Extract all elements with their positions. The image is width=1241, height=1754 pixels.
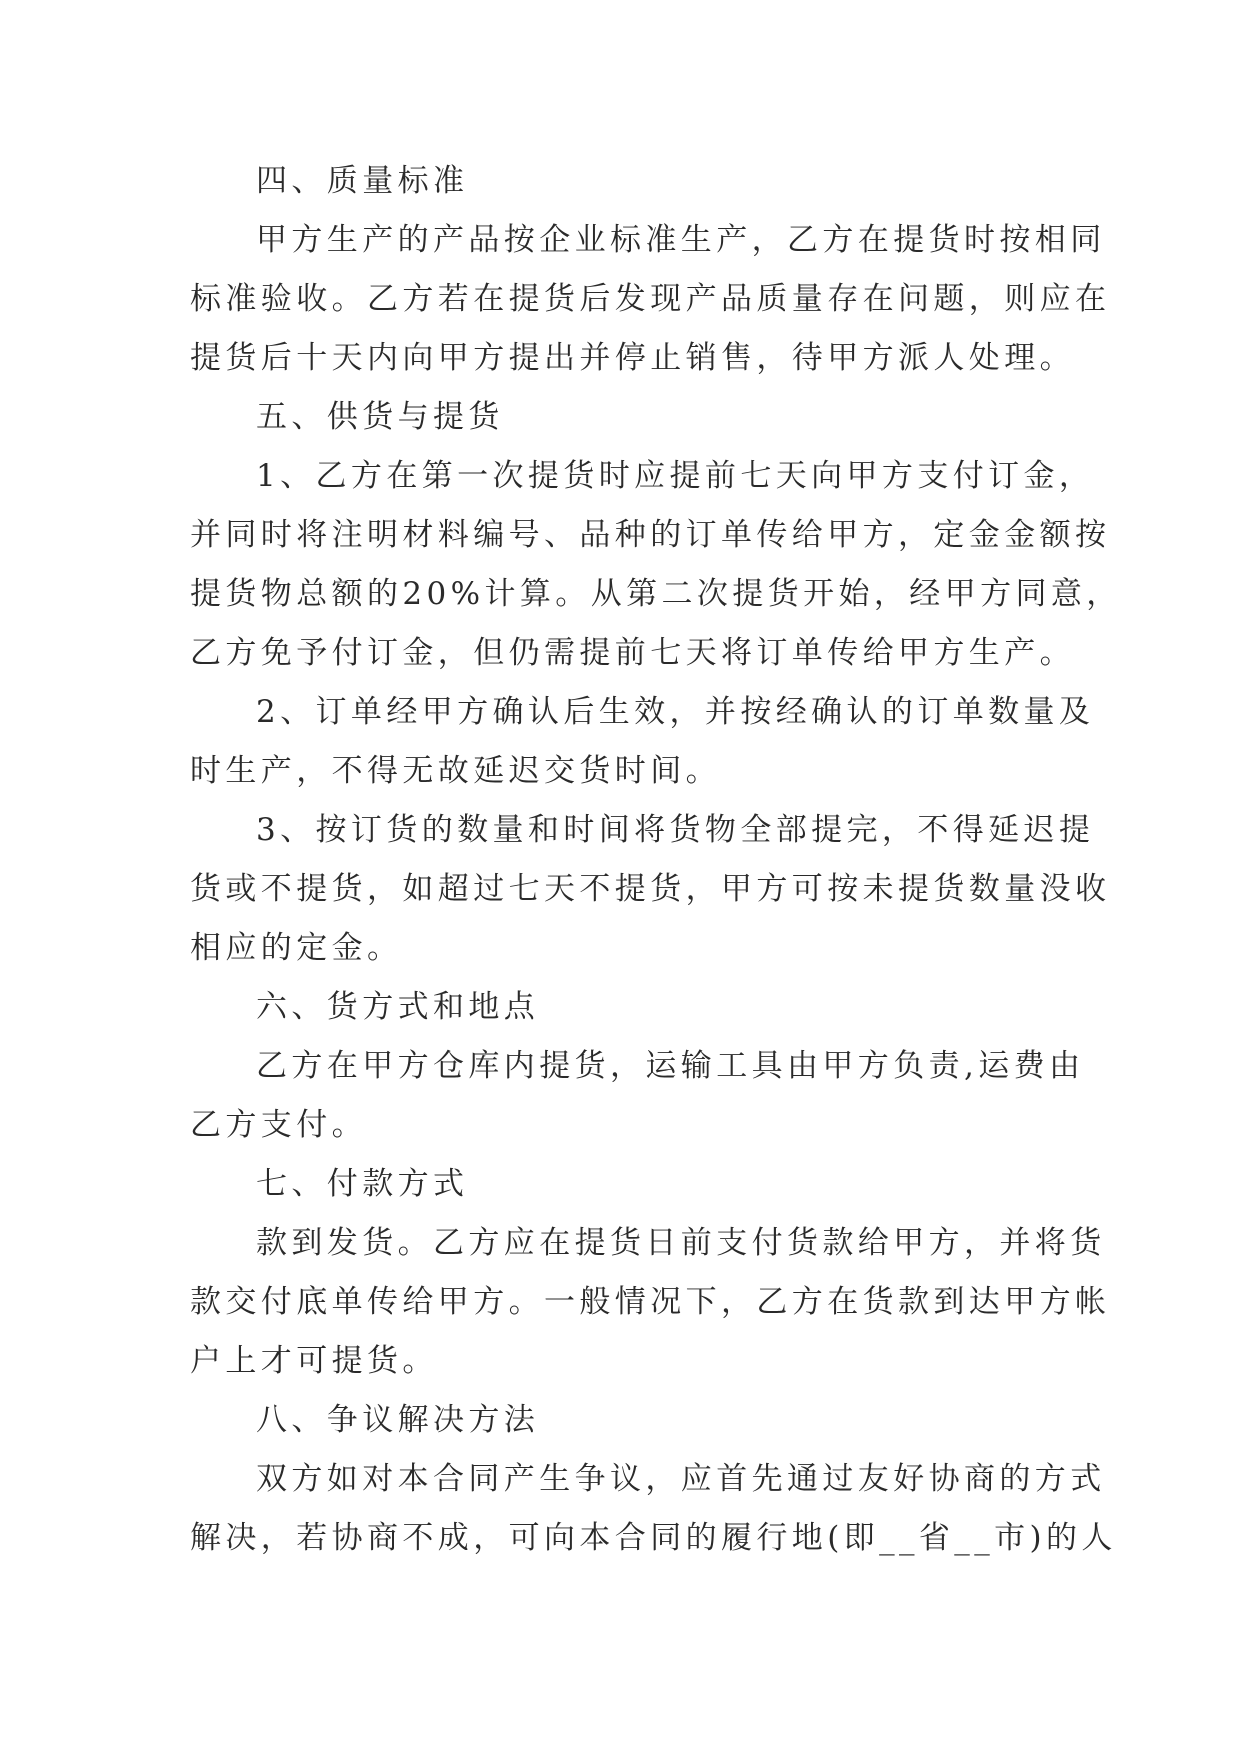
section-quality <box>190 152 1111 388</box>
text-line: 双方如对本合同产生争议，应首先通过友好协商的方式 <box>256 1461 1106 1497</box>
text-line: 甲方生产的产品按企业标准生产，乙方在提货时按相同 <box>256 222 1106 258</box>
paragraph <box>190 801 1111 978</box>
text-line: 乙方免予付订金，但仍需提前七天将订单传给甲方生产。 <box>190 635 1075 671</box>
section-heading: 六、货方式和地点 <box>256 989 540 1025</box>
text-line: 提货物总额的20%计算。从第二次提货开始，经甲方同意， <box>190 576 1122 612</box>
text-line: 货或不提货，如超过七天不提货，甲方可按未提货数量没收 <box>190 871 1111 907</box>
section-heading: 七、付款方式 <box>256 1166 469 1202</box>
paragraph <box>190 1037 1085 1155</box>
section-supply <box>190 388 1122 978</box>
text-line: 解决，若协商不成，可向本合同的履行地(即__省__市)的人 <box>190 1520 1117 1556</box>
text-line: 时生产，不得无故延迟交货时间。 <box>190 753 721 789</box>
paragraph <box>190 1450 1117 1568</box>
text-line: 并同时将注明材料编号、品种的订单传给甲方，定金金额按 <box>190 517 1111 553</box>
text-line: 款交付底单传给甲方。一般情况下，乙方在货款到达甲方帐 <box>190 1284 1111 1320</box>
section-delivery-location <box>190 978 1085 1155</box>
text-line: 提货后十天内向甲方提出并停止销售，待甲方派人处理。 <box>190 340 1075 376</box>
paragraph <box>190 447 1122 683</box>
section-heading: 四、质量标准 <box>256 163 469 199</box>
section-heading: 五、供货与提货 <box>256 399 504 435</box>
section-heading: 八、争议解决方法 <box>256 1402 540 1438</box>
text-line: 1、乙方在第一次提货时应提前七天向甲方支付订金， <box>256 458 1095 494</box>
section-dispute <box>190 1391 1117 1568</box>
text-line: 3、按订货的数量和时间将货物全部提完，不得延迟提 <box>256 812 1095 848</box>
text-line: 2、订单经甲方确认后生效，并按经确认的订单数量及 <box>256 694 1095 730</box>
document-page <box>190 152 1122 1568</box>
paragraph <box>190 1214 1111 1391</box>
text-line: 乙方在甲方仓库内提货，运输工具由甲方负责,运费由 <box>256 1048 1085 1084</box>
section-payment <box>190 1155 1111 1391</box>
text-line: 相应的定金。 <box>190 930 403 966</box>
text-line: 乙方支付。 <box>190 1107 367 1143</box>
text-line: 标准验收。乙方若在提货后发现产品质量存在问题，则应在 <box>190 281 1111 317</box>
text-line: 款到发货。乙方应在提货日前支付货款给甲方，并将货 <box>256 1225 1106 1261</box>
paragraph <box>190 211 1111 388</box>
text-line: 户上才可提货。 <box>190 1343 438 1379</box>
paragraph <box>190 683 1095 801</box>
